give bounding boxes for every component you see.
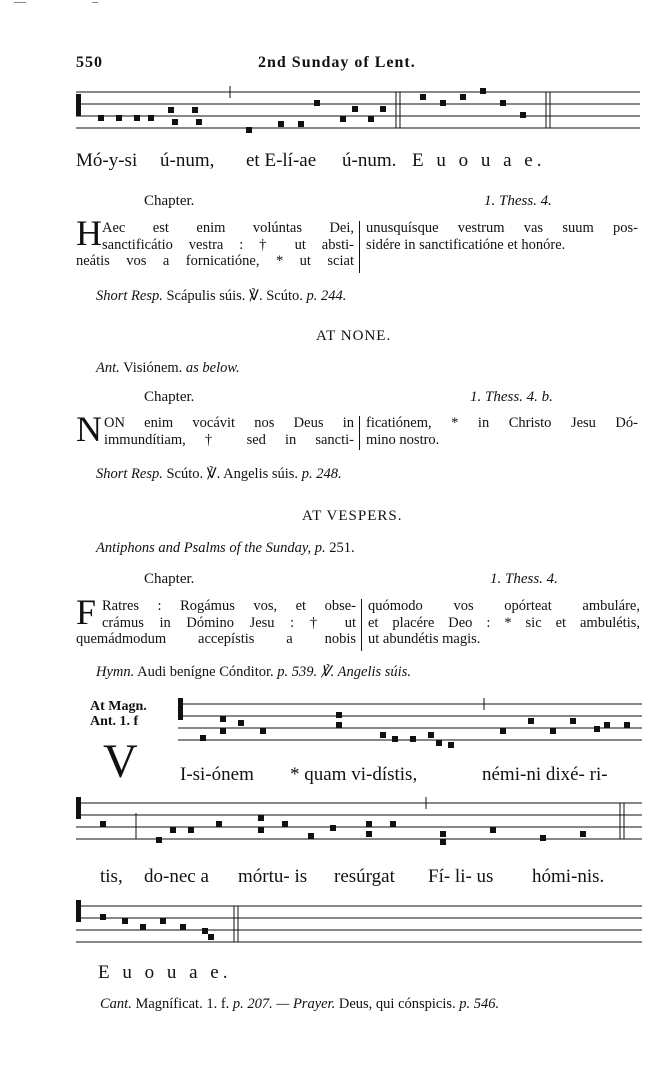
drop-initial: H bbox=[76, 213, 102, 253]
hymn-line bbox=[96, 664, 411, 681]
section-heading: AT VESPERS. bbox=[302, 508, 403, 524]
section-heading: AT NONE. bbox=[316, 328, 392, 344]
lyric-syllable: Mó-y-si bbox=[76, 150, 138, 171]
page-reference: p. 539. ℣. Angelis súis. bbox=[277, 664, 411, 680]
chapter-reference: 1. Thess. 4. bbox=[490, 571, 558, 587]
text-line: mino nostro. bbox=[366, 431, 440, 448]
lyric-syllable: tis, bbox=[100, 866, 123, 887]
chant-staff-2 bbox=[0, 698, 663, 758]
lyric-syllable: * quam vi-dístis, bbox=[290, 764, 418, 785]
short-responsory bbox=[96, 466, 342, 483]
lyric-syllable: Fí- li- us bbox=[428, 866, 494, 887]
chapter-right-column bbox=[366, 220, 638, 253]
text-line: unusquísque vestrum vas suum pos- bbox=[366, 220, 638, 236]
text-line: et placére Deo : * sic et ambulétis, bbox=[368, 614, 640, 631]
prayer-label: Prayer. bbox=[292, 996, 336, 1012]
lyric-syllable: et E-lí-ae bbox=[246, 150, 317, 171]
chapter-right-column bbox=[366, 415, 638, 448]
short-resp-label: Short Resp. bbox=[96, 466, 163, 482]
chapter-left-column bbox=[76, 220, 354, 270]
page-reference: p. 546. bbox=[459, 996, 500, 1012]
hymn-text: Audi benígne Cónditor. bbox=[137, 664, 274, 680]
euouae: E u o u a e. bbox=[98, 962, 232, 983]
text-line: sidére in sanctificatióne et honóre. bbox=[366, 236, 566, 253]
lyric-syllable: hómi-nis. bbox=[532, 866, 605, 887]
short-resp-text: Scúto. ℣. Angelis súis. bbox=[166, 466, 299, 482]
chapter-reference: 1. Thess. 4. b. bbox=[470, 389, 553, 405]
ant-note: as below. bbox=[185, 360, 240, 376]
chapter-label: Chapter. bbox=[144, 193, 195, 209]
lyric-syllable: némi-ni dixé- ri- bbox=[482, 764, 608, 785]
page-reference: p. 248. bbox=[301, 466, 342, 482]
page-reference: p. 207. — bbox=[232, 996, 290, 1012]
antiphons-note bbox=[96, 540, 355, 557]
page-reference: p. 244. bbox=[306, 288, 347, 304]
chant-staff-1 bbox=[0, 86, 663, 146]
ant-label: Ant. bbox=[96, 360, 120, 376]
chapter-left-column bbox=[76, 415, 354, 448]
text-line: crámus in Dómino Jesu : † ut bbox=[102, 614, 356, 631]
short-resp-text: Scápulis súis. ℣. Scúto. bbox=[166, 288, 303, 304]
text-line: ficatiónem, * in Christo Jesu Dó- bbox=[366, 415, 638, 431]
text-line: Aec est enim volúntas Dei, bbox=[102, 220, 354, 236]
text-line: neátis vos a fornicatióne, * ut sciat bbox=[76, 253, 354, 269]
lyric-syllable: do-nec a bbox=[144, 866, 209, 887]
column-divider bbox=[359, 221, 360, 273]
column-divider bbox=[361, 599, 362, 651]
lyric-syllable: ú-num. bbox=[342, 150, 397, 171]
cant-label: Cant. bbox=[100, 996, 132, 1012]
text-line: Ratres : Rogámus vos, et obse- bbox=[102, 598, 356, 614]
hymn-label: Hymn. bbox=[96, 664, 135, 680]
text-line: ON enim vocávit nos Deus in bbox=[104, 415, 354, 431]
lyric-syllable: resúrgat bbox=[334, 866, 395, 887]
text-line: sanctificátio vestra : † ut absti- bbox=[102, 236, 354, 253]
chapter-left-column bbox=[76, 598, 356, 648]
ant-text: Visiónem. bbox=[123, 360, 183, 376]
drop-initial: F bbox=[76, 592, 97, 632]
page-number: 550 bbox=[76, 54, 103, 71]
prayer-text: Deus, qui cónspicis. bbox=[338, 996, 456, 1012]
chapter-label: Chapter. bbox=[144, 389, 195, 405]
page-corner-mark bbox=[92, 2, 98, 3]
text-line: quómodo vos opórteat ambuláre, bbox=[368, 598, 640, 614]
magn-label-2: Ant. 1. f bbox=[90, 714, 139, 729]
chapter-right-column bbox=[368, 598, 640, 648]
text-line: immundítiam, † sed in sancti- bbox=[104, 431, 354, 448]
page-reference: 251. bbox=[329, 540, 355, 556]
text-line: quemádmodum accepístis a nobis bbox=[76, 631, 356, 647]
euouae: E u o u a e. bbox=[412, 150, 546, 171]
column-divider bbox=[359, 416, 360, 450]
chapter-label: Chapter. bbox=[144, 571, 195, 587]
drop-initial: N bbox=[76, 409, 102, 449]
canticle-prayer-line bbox=[100, 996, 499, 1013]
lyric-syllable: I-si-ónem bbox=[180, 764, 254, 785]
drop-initial: V bbox=[103, 735, 138, 788]
running-title: 2nd Sunday of Lent. bbox=[258, 54, 416, 71]
short-responsory bbox=[96, 288, 346, 305]
lyric-syllable: ú-num, bbox=[160, 150, 215, 171]
chant-staff-4 bbox=[0, 900, 663, 960]
magn-label-1: At Magn. bbox=[90, 699, 147, 714]
antiphons-text: Antiphons and Psalms of the Sunday, p. bbox=[96, 540, 326, 556]
text-line: ut abundétis magis. bbox=[368, 631, 481, 647]
chapter-reference: 1. Thess. 4. bbox=[484, 193, 552, 209]
short-resp-label: Short Resp. bbox=[96, 288, 163, 304]
lyric-syllable: mórtu- is bbox=[238, 866, 308, 887]
antiphon-line bbox=[96, 360, 240, 377]
cant-text: Magníficat. 1. f. bbox=[135, 996, 230, 1012]
page-corner-mark bbox=[14, 2, 26, 3]
chant-staff-3 bbox=[0, 797, 663, 857]
